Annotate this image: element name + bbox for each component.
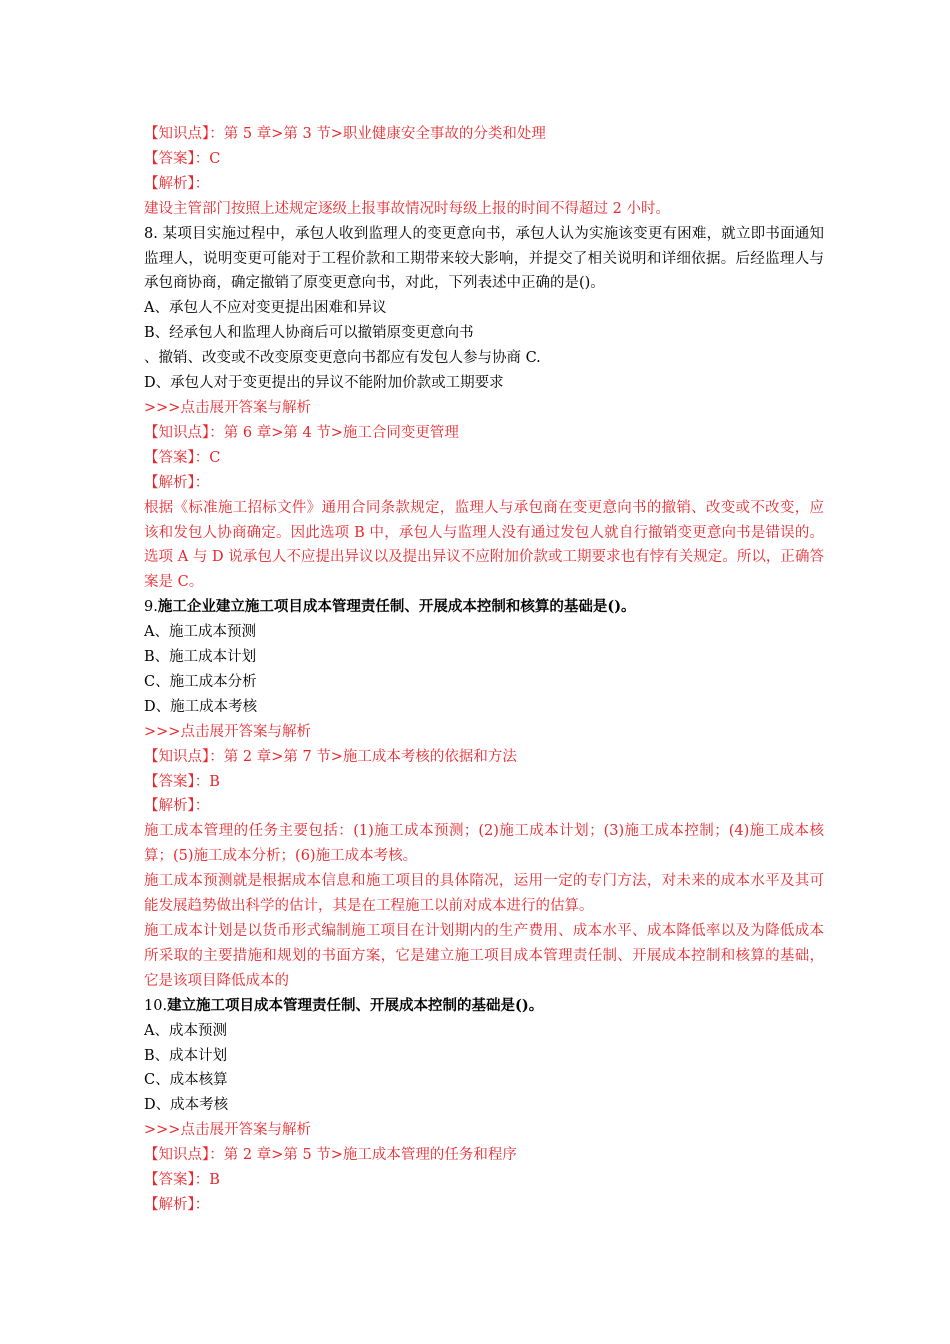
option-a: A、施工成本预测	[144, 624, 256, 641]
expand-answer-link[interactable]: >>>点击展开答案与解析	[144, 399, 311, 416]
analysis-text: 建设主管部门按照上述规定逐级上报事故情况时每级上报的时间不得超过 2 小时。	[144, 200, 670, 217]
analysis-paragraph: 施工成本预测就是根据成本信息和施工项目的具体隋况，运用一定的专门方法，对未来的成本水平及其可能发展趋势做出科学的估计，其是在工程施工以前对成本进行的估算。	[144, 873, 824, 915]
option-a: A、承包人不应对变更提出困难和异议	[144, 300, 387, 317]
question-stem	[144, 994, 824, 1019]
option-d: D、施工成本考核	[144, 698, 258, 715]
option-d: D、成本考核	[144, 1097, 229, 1114]
analysis-label: 【解析】：	[144, 1196, 210, 1213]
option-b: B、成本计划	[144, 1047, 228, 1064]
question-number: 10.	[144, 997, 168, 1014]
expand-answer-link[interactable]: >>>点击展开答案与解析	[144, 1122, 311, 1139]
knowledge-point: 【知识点】：第 5 章>第 3 节>职业健康安全事故的分类和处理	[144, 126, 546, 142]
question-stem	[144, 595, 824, 620]
option-c: C、成本核算	[144, 1072, 228, 1089]
analysis-paragraph: 施工成本计划是以货币形式编制施工项目在计划期内的生产费用、成本水平、成本降低率以及为降低成本所采取的主要措施和规划的书面方案，它是建立施工项目成本管理责任制、开展成本控制和核算的基础，它是该项目降低成本的	[144, 923, 824, 989]
option-c: 、撤销、改变或不改变原变更意向书都应有发包人参与协商 C.	[144, 350, 541, 367]
question-text: 建立施工项目成本管理责任制、开展成本控制的基础是()。	[167, 996, 544, 1014]
answer: 【答案】：C	[144, 150, 221, 167]
analysis-label: 【解析】：	[144, 175, 210, 192]
option-b: B、施工成本计划	[144, 649, 257, 666]
knowledge-point: 【知识点】：第 2 章>第 7 节>施工成本考核的依据和方法	[144, 748, 517, 765]
option-d: D、承包人对于变更提出的异议不能附加价款或工期要求	[144, 375, 504, 392]
question-text: 施工企业建立施工项目成本管理责任制、开展成本控制和核算的基础是()。	[157, 598, 636, 616]
analysis-paragraph: 施工成本管理的任务主要包括：(1)施工成本预测；(2)施工成本计划；(3)施工成本控制；(4)施工成本核算；(5)施工成本分析；(6)施工成本考核。	[144, 823, 824, 865]
expand-answer-link[interactable]: >>>点击展开答案与解析	[144, 723, 311, 740]
answer: 【答案】：C	[144, 449, 221, 466]
knowledge-point: 【知识点】：第 2 章>第 5 节>施工成本管理的任务和程序	[144, 1147, 517, 1164]
answer: 【答案】：B	[144, 773, 220, 790]
option-c: C、施工成本分析	[144, 673, 257, 690]
knowledge-point: 【知识点】：第 6 章>第 4 节>施工合同变更管理	[144, 424, 459, 441]
question-number: 9.	[144, 599, 158, 616]
answer: 【答案】：B	[144, 1172, 220, 1189]
option-b: B、经承包人和监理人协商后可以撤销原变更意向书	[144, 325, 474, 342]
analysis-label: 【解析】：	[144, 474, 210, 491]
analysis-text: 根据《标准施工招标文件》通用合同条款规定，监理人与承包商在变更意向书的撤销、改变或不改变，应该和发包人协商确定。因此选项 B 中，承包人与监理人没有通过发包人就自行撤销变更意向书是错误的。选项 A 与 D 说承包人不应提出异议以及提出异议不应附加价款或工期要求也有悖有关规定。所以，正确答案是 C。	[144, 499, 824, 591]
analysis-label: 【解析】：	[144, 798, 210, 815]
question-stem: 8. 某项目实施过程中，承包人收到监理人的变更意向书，承包人认为实施该变更有困难，就立即书面通知监理人，说明变更可能对于工程价款和工期带来较大影响，并提交了相关说明和详细依据。后经监理人与承包商协商，确定撤销了原变更意向书，对此，下列表述中正确的是()。	[144, 225, 824, 292]
option-a: A、成本预测	[144, 1022, 227, 1039]
document-page	[144, 122, 824, 1218]
